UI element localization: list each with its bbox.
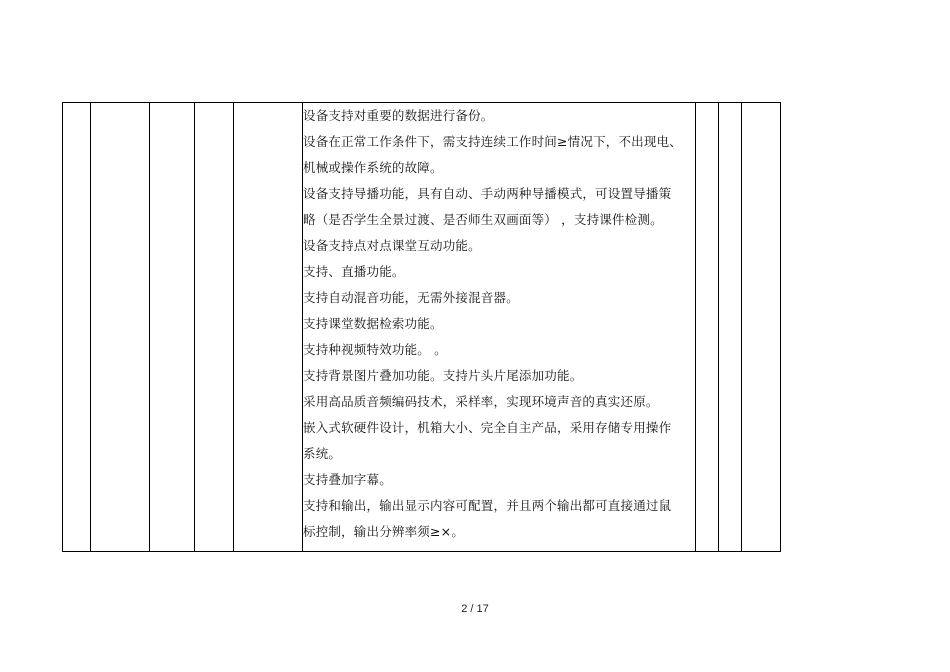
spec-line: 设备支持导播功能，具有自动、手动两种导播模式，可设置导播策 xyxy=(303,186,672,201)
spec-line: 支持、直播功能。 xyxy=(303,264,405,279)
page-number: 2 / 17 xyxy=(461,603,489,615)
table-cell-origin xyxy=(234,103,303,552)
spec-line: 采用高品质音频编码技术，采样率，实现环境声音的真实还原。 xyxy=(303,394,659,409)
spec-line: 略（是否学生全景过渡、是否师生双画面等） ，支持课件检测。 xyxy=(303,212,663,227)
spec-table xyxy=(62,102,781,552)
table-cell-unit xyxy=(719,103,742,552)
specification-lines xyxy=(303,103,695,545)
spec-line: 支持背景图片叠加功能。支持片头片尾添加功能。 xyxy=(303,368,583,383)
spec-line: 支持自动混音功能，无需外接混音器。 xyxy=(303,290,519,305)
table-cell-model xyxy=(195,103,234,552)
spec-line: 标控制，输出分辨率须≥×。 xyxy=(303,524,465,539)
table-cell-remark xyxy=(742,103,781,552)
table-cell-specifications xyxy=(303,103,696,552)
spec-line: 嵌入式软硬件设计，机箱大小、完全自主产品，采用存储专用操作 xyxy=(303,420,672,435)
table-cell-index xyxy=(63,103,91,552)
spec-line: 设备支持点对点课堂互动功能。 xyxy=(303,238,481,253)
spec-line: 设备在正常工作条件下，需支持连续工作时间≥情况下，不出现电、 xyxy=(303,134,682,149)
table-row xyxy=(63,103,781,552)
spec-line: 支持课堂数据检索功能。 xyxy=(303,316,443,331)
table-cell-brand xyxy=(150,103,195,552)
spec-line: 支持种视频特效功能。 。 xyxy=(303,342,447,357)
spec-line: 支持叠加字幕。 xyxy=(303,472,392,487)
spec-line: 支持和输出，输出显示内容可配置，并且两个输出都可直接通过鼠 xyxy=(303,498,672,513)
spec-line: 机械或操作系统的故障。 xyxy=(303,160,443,175)
table-cell-quantity xyxy=(696,103,719,552)
table-cell-name xyxy=(91,103,150,552)
spec-line: 设备支持对重要的数据进行备份。 xyxy=(303,108,494,123)
spec-line: 系统。 xyxy=(303,446,342,461)
